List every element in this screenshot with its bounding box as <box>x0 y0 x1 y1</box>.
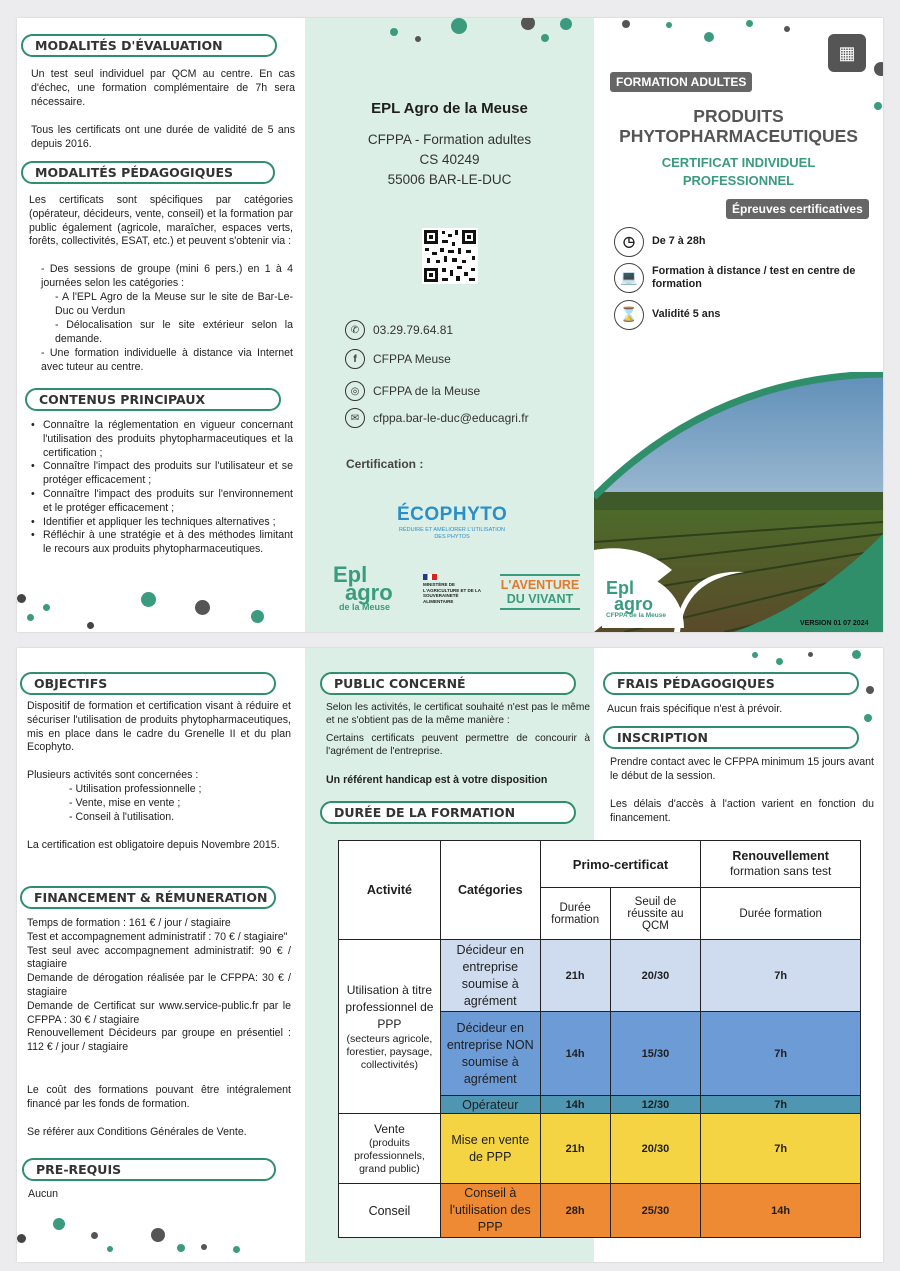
decor-dot <box>874 62 883 76</box>
decor-dot <box>622 20 630 28</box>
decor-dot <box>251 610 264 623</box>
table-row <box>339 1114 861 1184</box>
brochure-inner-sheet <box>17 648 883 1262</box>
instagram-icon: ◎ <box>345 381 365 401</box>
info-duration <box>614 227 876 257</box>
inscription-paragraph-2: Les délais d'accès à l'action varient en fonction du financement. <box>610 798 874 824</box>
frais-text: Aucun frais spécifique n'est à prévoir. <box>607 703 783 715</box>
cfppa-agro-word: agro <box>614 594 654 614</box>
peda-line-3: - Délocalisation sur le site extérieur selon la demande. <box>55 319 293 345</box>
brochure-outer-sheet <box>17 18 883 632</box>
info-mode <box>614 263 876 293</box>
aventure-vivant-logo <box>500 574 580 610</box>
header-primo: Primo-certificat <box>540 841 701 888</box>
financement-line: Demande de Certificat sur www.service-public.fr par le CFPPA : 30 € / stagiaire <box>27 999 291 1026</box>
objectifs-paragraph: Dispositif de formation et certification visant à réduire et sécuriser l'utilisation de produits phytopharmaceutiques, mis en place dans le cadre du Grenelle II et du plan Ecophyto. <box>27 700 291 754</box>
epreuves-badge: Épreuves certificatives <box>726 199 869 219</box>
flag-icon <box>423 574 437 580</box>
section-title-prerequis: PRE-REQUIS <box>22 1158 276 1181</box>
financement-cgv: Se référer aux Conditions Générales de Vente. <box>27 1126 247 1138</box>
financement-line: Temps de formation : 161 € / jour / stagiaire <box>27 917 231 929</box>
decor-dot <box>752 652 758 658</box>
decor-dot <box>151 1228 165 1242</box>
meuse-word: de la Meuse <box>339 602 391 612</box>
header-categories: Catégories <box>440 841 540 940</box>
prerequis-text: Aucun <box>28 1188 59 1200</box>
address-line-3: 55006 BAR-LE-DUC <box>387 172 512 187</box>
section-title-evaluation: MODALITÉS D'ÉVALUATION <box>21 34 277 57</box>
middle-column <box>305 18 594 632</box>
category-cell: Opérateur <box>440 1096 540 1114</box>
decor-dot <box>390 28 398 36</box>
contact-email[interactable] <box>345 408 529 428</box>
decor-dot <box>415 36 421 42</box>
financement-line: Demande de dérogation réalisée par le CFPPA: 30 € / stagiaire <box>27 972 291 998</box>
threshold-cell: 15/30 <box>610 1012 701 1096</box>
objectifs-obligation: La certification est obligatoire depuis Novembre 2015. <box>27 839 280 851</box>
financement-line: Test seul avec accompagnement administratif: 90 € / stagiaire <box>27 944 291 971</box>
facebook-icon: f <box>345 349 365 369</box>
objectifs-intro: Plusieurs activités sont concernées : <box>27 769 199 781</box>
decor-dot <box>808 652 813 657</box>
decor-dot <box>201 1244 207 1250</box>
activity-cell-2 <box>339 1114 441 1184</box>
decor-dot <box>866 686 874 694</box>
activity-2-label: Vente <box>374 1121 405 1136</box>
decor-dot <box>17 594 26 603</box>
info-duration-text: De 7 à 28h <box>652 235 706 248</box>
duration-cell: 14h <box>540 1096 610 1114</box>
phone-number: 03.29.79.64.81 <box>373 323 454 337</box>
table-row <box>339 940 861 1012</box>
cover-subtitle-line-2: PROFESSIONNEL <box>682 173 795 188</box>
address-name: EPL Agro de la Meuse <box>371 100 528 117</box>
ecophyto-logo <box>397 504 507 541</box>
agro-word: agro <box>345 580 393 605</box>
section-title-contenus: CONTENUS PRINCIPAUX <box>25 388 281 411</box>
section-title-public: PUBLIC CONCERNÉ <box>320 672 576 695</box>
contact-phone[interactable] <box>345 320 453 340</box>
duration-cell: 28h <box>540 1184 610 1238</box>
header-duree-renouv: Durée formation <box>701 888 861 940</box>
header-seuil: Seuil de réussite au QCM <box>610 888 701 940</box>
decor-dot <box>27 614 34 621</box>
objectifs-activity-2: - Vente, mise en vente ; <box>69 797 181 809</box>
financement-list <box>27 917 291 1055</box>
decor-dot <box>43 604 50 611</box>
section-title-frais: FRAIS PÉDAGOGIQUES <box>603 672 859 695</box>
vivant-word: DU VIVANT <box>506 592 574 606</box>
renewal-cell: 7h <box>701 1096 861 1114</box>
peda-line-1: - Des sessions de groupe (mini 6 pers.) en 1 à 4 journées selon les catégories : <box>41 263 293 289</box>
objectifs-activity-1: - Utilisation professionnelle ; <box>69 783 202 795</box>
decor-dot <box>541 34 549 42</box>
info-mode-text: Formation à distance / test en centre de formation <box>652 264 856 290</box>
objectifs-activity-3: - Conseil à l'utilisation. <box>69 811 175 823</box>
training-icon: ▦ <box>828 34 866 72</box>
activity-cell-1 <box>339 940 441 1114</box>
header-renouvellement-title: Renouvellement <box>732 849 829 863</box>
duration-cell: 14h <box>540 1012 610 1096</box>
category-cell: Conseil à l'utilisation des PPP <box>440 1184 540 1238</box>
list-item: • Connaître l'impact des produits sur l'environnement et le protéger efficacement ; <box>29 488 293 516</box>
decor-dot <box>91 1232 98 1239</box>
address-block <box>305 130 594 190</box>
cover-badge: FORMATION ADULTES <box>610 72 752 92</box>
epl-logo <box>333 562 413 612</box>
public-handicap: Un référent handicap est à votre disposition <box>326 774 548 786</box>
financement-line: Renouvellement Décideurs par groupe en présentiel : 112 € / jour / stagiaire <box>27 1027 291 1054</box>
mail-icon: ✉ <box>345 408 365 428</box>
decor-dot <box>746 20 753 27</box>
section-title-duree: DURÉE DE LA FORMATION <box>320 801 576 824</box>
list-item: • Connaître l'impact des produits sur l'utilisateur et se protéger efficacement ; <box>29 460 293 488</box>
list-item: • Réfléchir à une stratégie et à des méthodes limitant le recours aux produits phytopharmaceutiques. <box>29 529 293 557</box>
version-label: VERSION 01 07 2024 <box>800 620 869 627</box>
decor-dot <box>87 622 94 629</box>
duration-table <box>338 840 861 1238</box>
cover-title <box>594 106 883 146</box>
activity-2-sub: (produits professionnels, grand public) <box>354 1136 425 1175</box>
public-paragraph-1: Selon les activités, le certificat souhaité n'est pas le même et ne s'obtient pas de la même manière : <box>326 702 590 726</box>
decor-dot <box>666 22 672 28</box>
renewal-cell: 7h <box>701 1114 861 1184</box>
section-title-inscription: INSCRIPTION <box>603 726 859 749</box>
left-column <box>17 18 305 632</box>
list-item: • Connaître la réglementation en vigueur concernant l'utilisation des produits phytopharmaceutiques et la certification ; <box>29 419 293 460</box>
info-validity <box>614 300 876 330</box>
qr-code[interactable] <box>422 228 478 284</box>
decor-dot <box>852 650 861 659</box>
renewal-cell: 7h <box>701 1012 861 1096</box>
decor-dot <box>451 18 467 34</box>
contact-facebook[interactable] <box>345 349 451 369</box>
ecophyto-wordmark: ÉCOPHYTO <box>397 504 508 525</box>
threshold-cell: 20/30 <box>610 1114 701 1184</box>
threshold-cell: 25/30 <box>610 1184 701 1238</box>
info-validity-text: Validité 5 ans <box>652 308 721 321</box>
cover-title-line-1: PRODUITS <box>693 106 784 126</box>
financement-line: Test et accompagnement administratif : 70 € / stagiaire" <box>27 930 288 943</box>
decor-dot <box>177 1244 185 1252</box>
decor-dot <box>107 1246 113 1252</box>
address-line-1: CFPPA - Formation adultes <box>367 132 532 147</box>
phone-icon: ✆ <box>345 320 365 340</box>
duration-cell: 21h <box>540 1114 610 1184</box>
peda-line-2: - A l'EPL Agro de la Meuse sur le site de Bar-Le-Duc ou Verdun <box>55 291 293 317</box>
decor-dot <box>141 592 156 607</box>
address-line-2: CS 40249 <box>419 152 480 167</box>
category-cell: Mise en vente de PPP <box>440 1114 540 1184</box>
table-row <box>339 1184 861 1238</box>
category-cell: Décideur en entreprise NON soumise à agrément <box>440 1012 540 1096</box>
activity-1-label: Utilisation à titre professionnel de PPP <box>345 982 434 1031</box>
facebook-label: CFPPA Meuse <box>373 352 451 366</box>
header-renouvellement-sub: formation sans test <box>729 864 832 878</box>
epl-word: Epl <box>333 562 368 587</box>
category-cell: Décideur en entreprise soumise à agrément <box>440 940 540 1012</box>
threshold-cell: 20/30 <box>610 940 701 1012</box>
decor-dot <box>53 1218 65 1230</box>
contact-instagram[interactable] <box>345 381 480 401</box>
email-address: cfppa.bar-le-duc@educagri.fr <box>373 411 529 425</box>
ministere-text: MINISTÈRE DE L'AGRICULTURE ET DE LA SOUVERAINETÉ ALIMENTAIRE <box>423 582 481 604</box>
public-paragraph-2: Certains certificats peuvent permettre de concourir à l'agrément de l'entreprise. <box>326 733 590 757</box>
eval-paragraph-2: Tous les certificats ont une durée de validité de 5 ans depuis 2016. <box>31 124 295 150</box>
renewal-cell: 7h <box>701 940 861 1012</box>
header-renouvellement <box>701 841 861 888</box>
header-activite: Activité <box>339 841 441 940</box>
section-title-financement: FINANCEMENT & RÉMUNERATION <box>20 886 276 909</box>
inscription-paragraph-1: Prendre contact avec le CFPPA minimum 15 jours avant le début de la session. <box>610 756 874 782</box>
eval-paragraph-1: Un test seul individuel par QCM au centre. En cas d'échec, une formation complémentaire de 7h sera nécessaire. <box>31 68 295 108</box>
ecophyto-tagline: RÉDUIRE ET AMÉLIORER L'UTILISATION DES PHYTOS <box>399 527 505 540</box>
list-item: • Identifier et appliquer les techniques alternatives ; <box>29 516 293 530</box>
peda-paragraph: Les certificats sont spécifiques par catégories (opérateur, décideurs, vente, conseil) et la formation par public également (agricole, maraîcher, espaces verts, forêts, collectivités, ESAT, etc.) et peuvent s'obtenir via : <box>29 194 293 248</box>
instagram-label: CFPPA de la Meuse <box>373 384 481 398</box>
clock-icon: ◷ <box>614 227 644 257</box>
cfppa-epl-word: Epl <box>606 578 635 598</box>
certification-label: Certification : <box>346 457 424 471</box>
cfppa-name: CFPPA de la Meuse <box>606 612 666 619</box>
activity-cell-3: Conseil <box>339 1184 441 1238</box>
section-title-pedagogie: MODALITÉS PÉDAGOGIQUES <box>21 161 275 184</box>
left-column <box>17 648 305 1262</box>
hourglass-icon: ⌛ <box>614 300 644 330</box>
ministere-logo <box>423 574 485 604</box>
laptop-icon: 💻 <box>614 263 644 293</box>
header-duree: Durée formation <box>540 888 610 940</box>
aventure-word: L'AVENTURE <box>500 578 580 592</box>
cfppa-logo <box>602 574 684 628</box>
activity-1-sub: (secteurs agricole, forestier, paysage, collectivités) <box>346 1032 433 1071</box>
contenus-list <box>29 419 293 557</box>
decor-dot <box>233 1246 240 1253</box>
cover-subtitle <box>594 154 883 190</box>
financement-cost-note: Le coût des formations pouvant être intégralement financé par les fonds de formation. <box>27 1084 291 1110</box>
decor-dot <box>17 1234 26 1243</box>
decor-dot <box>704 32 714 42</box>
threshold-cell: 12/30 <box>610 1096 701 1114</box>
section-title-objectifs: OBJECTIFS <box>20 672 276 695</box>
decor-dot <box>521 18 535 30</box>
decor-dot <box>784 26 790 32</box>
duration-cell: 21h <box>540 940 610 1012</box>
decor-dot <box>776 658 783 665</box>
decor-dot <box>560 18 572 30</box>
cover-title-line-2: PHYTOPHARMACEUTIQUES <box>619 126 858 146</box>
peda-line-4: - Une formation individuelle à distance via Internet avec tuteur au centre. <box>41 347 293 373</box>
decor-dot <box>195 600 210 615</box>
renewal-cell: 14h <box>701 1184 861 1238</box>
cover-column <box>594 18 883 632</box>
cover-subtitle-line-1: CERTIFICAT INDIVIDUEL <box>661 155 816 170</box>
